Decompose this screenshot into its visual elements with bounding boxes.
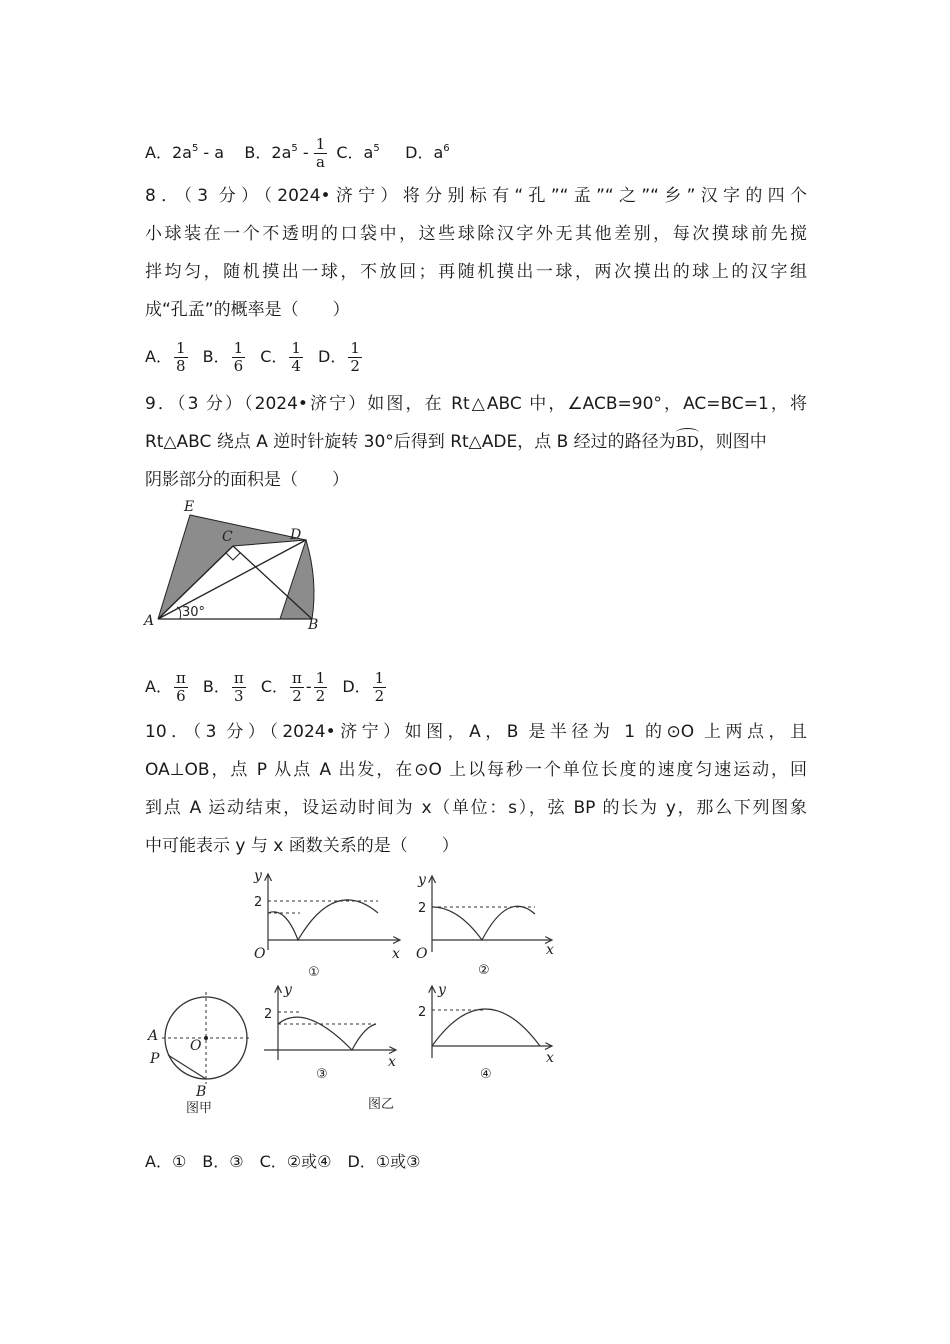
q8-option-d: D． $\frac{1}{2}$: [318, 339, 360, 375]
graph-1: [253, 868, 400, 980]
circle-figure: [146, 992, 250, 1116]
q10-line-3: 到点 A 运动结束，设运动时间为 x（单位：s），弦 BP 的长为 y，那么下列图象: [145, 798, 807, 818]
q10-options: A．① B．③ C．②或④ D．①或③: [145, 1152, 421, 1171]
graph-1-tick-2: 2: [254, 895, 263, 910]
q7-option-a: A．$2a^5$ - a: [145, 143, 225, 162]
label-a: A: [144, 613, 155, 629]
graph-4-number: ④: [480, 1067, 492, 1082]
graph-2-origin: O: [416, 946, 428, 962]
q9-options: [145, 670, 396, 705]
q8-line-3: 拌均匀，随机摸出一球，不放回；再随机摸出一球，两次摸出的球上的汉字组: [145, 262, 807, 282]
caption-yi: 图乙: [368, 1097, 395, 1112]
label-c: C: [222, 529, 233, 545]
q8-line-2: 小球装在一个不透明的口袋中，这些球除汉字外无其他差别，每次摸球前先搅: [145, 224, 807, 244]
chord-bp: [168, 1055, 206, 1079]
graph-2-tick-2: 2: [418, 901, 427, 916]
q9-option-c: C． $\frac{\pi}{2}$ - $\frac{1}{2}$: [260, 669, 326, 705]
graph-3-number: ③: [316, 1067, 328, 1082]
q8-line-1: 8．（3 分）（2024•济宁）将分别标有“孔”“孟”“之”“乡”汉字的四个: [145, 186, 807, 206]
label-point-p: P: [150, 1051, 160, 1067]
graph-4: [418, 982, 554, 1082]
q8-option-c: C． $\frac{1}{4}$: [260, 339, 301, 375]
graph-2-y-label: y: [418, 872, 426, 888]
graph-2-x-label: x: [546, 942, 554, 958]
label-angle: 30°: [182, 605, 206, 620]
q9-option-b: B． $\frac{\pi}{3}$: [202, 669, 244, 705]
label-d: D: [290, 527, 302, 543]
graph-2-number: ②: [478, 963, 490, 978]
graph-4-x-label: x: [546, 1050, 554, 1066]
q7-option-c: C．$a^5$: [336, 143, 380, 162]
q10-line-1: 10．（3 分）（2024•济宁）如图，A，B 是半径为 1 的⊙O 上两点，且: [145, 722, 807, 742]
q10-function-graphs: [140, 862, 570, 1122]
graph-3-y-label: y: [284, 982, 292, 998]
graph-1-number: ①: [308, 965, 320, 980]
q10-line-4: 中可能表示 y 与 x 函数关系的是（ ）: [145, 836, 459, 856]
q7-options: [145, 136, 450, 171]
label-e: E: [184, 499, 195, 515]
graph-2: [416, 872, 554, 978]
q9-line-3: 阴影部分的面积是（ ）: [145, 470, 349, 490]
graph-4-y-label: y: [438, 982, 446, 998]
right-angle-mark: [226, 553, 240, 560]
arc-bd: BD: [676, 430, 699, 454]
label-point-b: B: [196, 1084, 207, 1100]
q9-line-2: Rt△ABC 绕点 A 逆时针旋转 30°后得到 Rt△ADE，点 B 经过的路径为BD，则图中: [145, 432, 767, 452]
q8-options: [145, 340, 372, 375]
q9-option-d: D． $\frac{1}{2}$: [342, 669, 385, 705]
caption-jia: 图甲: [186, 1101, 213, 1116]
q8-option-a: A． $\frac{1}{8}$: [145, 339, 186, 375]
graph-3-x-label: x: [388, 1054, 396, 1070]
graph-4-tick-2: 2: [418, 1005, 427, 1020]
q9-rotation-figure: [140, 495, 330, 635]
graph-3-tick-2: 2: [264, 1007, 273, 1022]
q8-option-b: B． $\frac{1}{6}$: [202, 339, 244, 375]
graph-1-x-label: x: [392, 946, 400, 962]
graph-1-y-label: y: [254, 868, 262, 884]
q9-option-a: A． $\frac{\pi}{6}$: [145, 669, 186, 705]
q9-line-1: 9．（3 分）（2024•济宁）如图，在 Rt△ABC 中，∠ACB=90°，AC=BC=1，将: [145, 394, 807, 414]
q10-line-2: OA⊥OB，点 P 从点 A 出发，在⊙O 上以每秒一个单位长度的速度匀速运动，回: [145, 760, 807, 780]
q8-line-4: 成“孔孟”的概率是（ ）: [145, 300, 350, 320]
label-b: B: [308, 617, 319, 633]
q7-option-b: B．$2a^5$ - $\frac{1}{a}$: [244, 135, 326, 171]
graph-3: [264, 982, 396, 1112]
graph-1-origin: O: [254, 946, 266, 962]
label-center-o: O: [190, 1038, 202, 1054]
q7-option-d: D．$a^6$: [405, 143, 450, 162]
label-point-a: A: [148, 1028, 159, 1044]
